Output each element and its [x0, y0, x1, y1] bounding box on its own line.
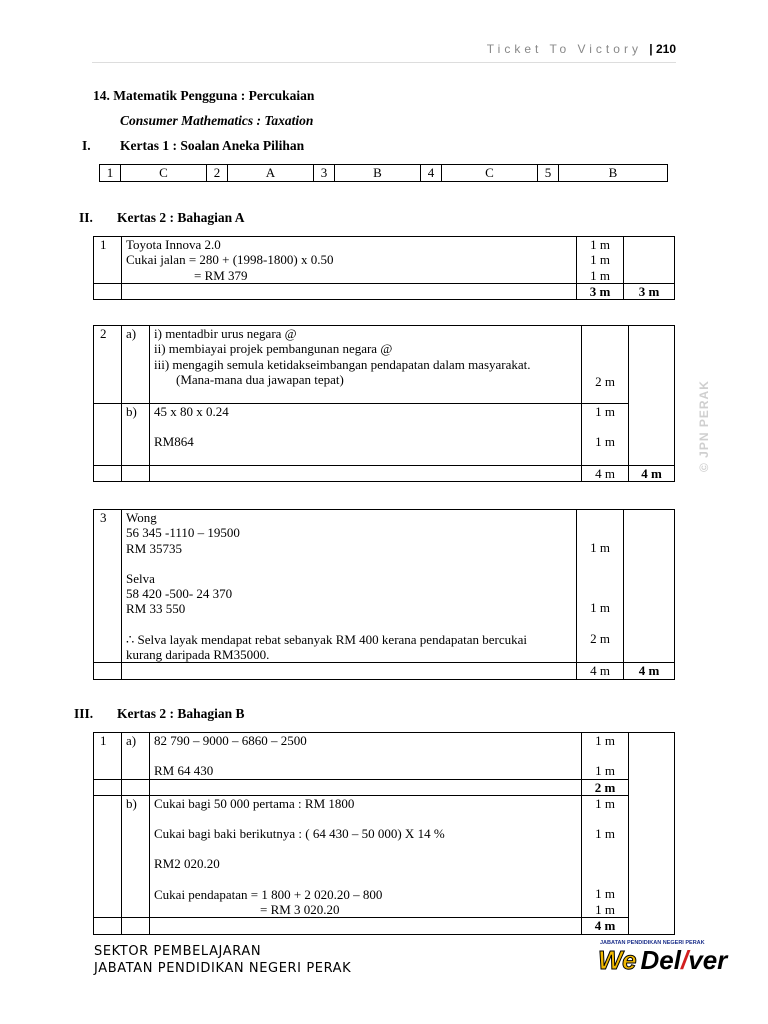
answer-line: 82 790 – 9000 – 6860 – 2500 [154, 733, 307, 748]
mark: 1 m [595, 763, 615, 779]
spacer [581, 510, 619, 540]
marks-cell [582, 795, 629, 917]
total-cell [624, 510, 675, 663]
total-cell [629, 326, 675, 466]
table-row [94, 237, 675, 284]
table-cell [122, 779, 150, 795]
table-cell: C [121, 165, 207, 182]
answer-line: RM2 020.20 [154, 856, 220, 872]
spacer [586, 419, 624, 434]
watermark: © JPN PERAK [697, 380, 711, 472]
spacer [154, 387, 577, 403]
answer-line: Selva [126, 570, 155, 586]
spacer [154, 872, 577, 887]
table-row [94, 795, 675, 917]
footer-line-2: JABATAN PENDIDIKAN NEGERI PERAK [94, 961, 352, 976]
series-title: Ticket To Victory [486, 42, 642, 56]
part-label: a) [122, 733, 150, 780]
marks-cell [577, 237, 624, 284]
section-2-number: II. [79, 210, 93, 225]
answer-line: iii) mengagih semula ketidakseimbangan pendapatan dalam masyarakat. [154, 356, 531, 372]
answer-line: ii) membiayai projek pembangunan negara @ [154, 341, 393, 357]
question-number: 1 [94, 237, 122, 284]
mark: 1 m [595, 404, 615, 420]
table-cell [122, 918, 150, 934]
answer-cell [150, 733, 582, 780]
table-cell: 3 [314, 165, 335, 182]
spacer [126, 556, 572, 571]
subtotal-mark: 4 m [577, 663, 624, 679]
we-deliver-logo [598, 940, 738, 980]
answer-line: RM 33 550 [126, 601, 186, 617]
spacer [154, 811, 577, 826]
question-number: 2 [94, 326, 122, 404]
answer-line: RM 64 430 [154, 763, 214, 779]
answer-cell [150, 326, 582, 404]
table-cell [94, 465, 122, 481]
table-row [94, 663, 675, 679]
answer-cell [122, 510, 577, 663]
question-number: 1 [94, 733, 122, 780]
spacer [586, 811, 624, 826]
logo-wordmark [598, 946, 738, 974]
table-row [94, 733, 675, 780]
header-divider [92, 62, 676, 63]
spacer [581, 555, 619, 600]
mark: 1 m [590, 600, 610, 616]
answer-line: RM 35735 [126, 540, 182, 556]
answer-line: = RM 3 020.20 [260, 902, 340, 918]
answer-cell [150, 795, 582, 917]
part-label: a) [122, 326, 150, 404]
total-cell [624, 237, 675, 284]
total-cell [629, 733, 675, 935]
topic-title: 14. Matematik Pengguna : Percukaian [93, 88, 315, 103]
section-1-title: Kertas 1 : Soalan Aneka Pilihan [120, 138, 305, 153]
table-cell: A [228, 165, 314, 182]
subtotal-mark: 2 m [582, 779, 629, 795]
logo-ver: ver [688, 945, 728, 975]
total-mark: 4 m [624, 663, 675, 679]
table-cell [94, 283, 122, 299]
answer-line: ∴ Selva layak mendapat rebat sebanyak RM 400 kerana pendapatan bercukai [126, 631, 528, 647]
spacer [586, 841, 624, 886]
subtotal-mark: 4 m [582, 465, 629, 481]
spacer [126, 617, 572, 632]
answer-line: 56 345 -1110 – 19500 [126, 525, 240, 541]
table-row [94, 465, 675, 481]
total-mark: 3 m [624, 283, 675, 299]
table-row [94, 510, 675, 663]
spacer [154, 419, 577, 434]
answer-line: Wong [126, 510, 157, 525]
table-cell: B [559, 165, 668, 182]
table-cell: 5 [538, 165, 559, 182]
table-cell: 1 [100, 165, 121, 182]
answer-line: i) mentadbir urus negara @ [154, 326, 297, 341]
table-cell: 4 [421, 165, 442, 182]
section-1-number: I. [82, 138, 91, 153]
answer-line: = RM 379 [194, 267, 248, 283]
table-cell [94, 779, 122, 795]
spacer [154, 748, 577, 763]
part-label: b) [122, 404, 150, 466]
subtotal-mark: 4 m [582, 918, 629, 934]
subtotal-mark: 3 m [577, 283, 624, 299]
table-cell [150, 918, 582, 934]
table-row [100, 165, 668, 182]
section-3-heading [74, 706, 245, 722]
section-3-title: Kertas 2 : Bahagian B [117, 706, 245, 721]
question-3-table [93, 509, 675, 680]
answer-key-table [99, 164, 668, 182]
table-cell: C [442, 165, 538, 182]
marks-cell [582, 733, 629, 780]
answer-line: Toyota Innova 2.0 [126, 237, 221, 252]
answer-line: 58 420 -500- 24 370 [126, 586, 233, 602]
answer-line: 45 x 80 x 0.24 [154, 404, 229, 420]
answer-line: RM864 [154, 434, 194, 450]
footer-line-1: SEKTOR PEMBELAJARAN [94, 944, 262, 959]
page-header [487, 42, 676, 56]
logo-caption: JABATAN PENDIDIKAN NEGERI PERAK [600, 940, 705, 946]
table-cell [150, 465, 582, 481]
part-label: b) [122, 795, 150, 917]
table-row [94, 918, 675, 934]
table-row [94, 779, 675, 795]
table-cell [94, 404, 122, 466]
table-row [94, 404, 675, 466]
answer-cell [122, 237, 577, 284]
table-cell [122, 465, 150, 481]
question-2-table [93, 325, 675, 482]
mark: 2 m [582, 326, 629, 404]
table-cell: B [335, 165, 421, 182]
logo-we: We [598, 945, 637, 975]
spacer [586, 748, 624, 763]
answer-cell [150, 404, 582, 466]
topic-subtitle: Consumer Mathematics : Taxation [120, 113, 314, 128]
spacer [154, 841, 577, 856]
table-cell [94, 795, 122, 917]
mark: 1 m [595, 826, 615, 842]
mark: 1 m [595, 901, 615, 917]
logo-del: Del [640, 945, 681, 975]
mark: 1 m [595, 733, 615, 748]
mark: 1 m [595, 434, 615, 450]
logo-slash: / [681, 945, 689, 975]
table-row [94, 283, 675, 299]
footer [94, 943, 351, 977]
answer-line: Cukai bagi 50 000 pertama : RM 1800 [154, 795, 355, 811]
answer-line: (Mana-mana dua jawapan tepat) [176, 371, 344, 387]
mark: 1 m [590, 237, 610, 252]
table-cell [122, 283, 577, 299]
table-row [94, 326, 675, 404]
mark: 2 m [590, 630, 610, 646]
marks-cell [577, 510, 624, 663]
section-1-heading [82, 138, 304, 154]
marks-cell [582, 404, 629, 466]
answer-line: Cukai bagi baki berikutnya : ( 64 430 – 50 000) X 14 % [154, 826, 445, 842]
page-number: | 210 [649, 42, 676, 56]
mark: 1 m [590, 252, 610, 268]
mark: 1 m [590, 540, 610, 555]
question-b1-table [93, 732, 675, 935]
spacer [154, 450, 577, 465]
table-cell [94, 918, 122, 934]
section-3-number: III. [74, 706, 94, 721]
table-cell [150, 779, 582, 795]
section-2-heading [79, 210, 245, 226]
section-2-title: Kertas 2 : Bahagian A [117, 210, 245, 225]
question-1-table [93, 236, 675, 300]
spacer [581, 616, 619, 631]
question-number: 3 [94, 510, 122, 663]
mark: 1 m [595, 886, 615, 902]
mark: 1 m [595, 795, 615, 811]
table-cell [94, 663, 122, 679]
answer-line: Cukai pendapatan = 1 800 + 2 020.20 – 800 [154, 886, 383, 902]
table-cell [122, 663, 577, 679]
table-cell: 2 [207, 165, 228, 182]
answer-line: Cukai jalan = 280 + (1998-1800) x 0.50 [126, 252, 334, 268]
answer-line: kurang daripada RM35000. [126, 647, 270, 663]
mark: 1 m [590, 267, 610, 283]
total-mark: 4 m [629, 465, 675, 481]
